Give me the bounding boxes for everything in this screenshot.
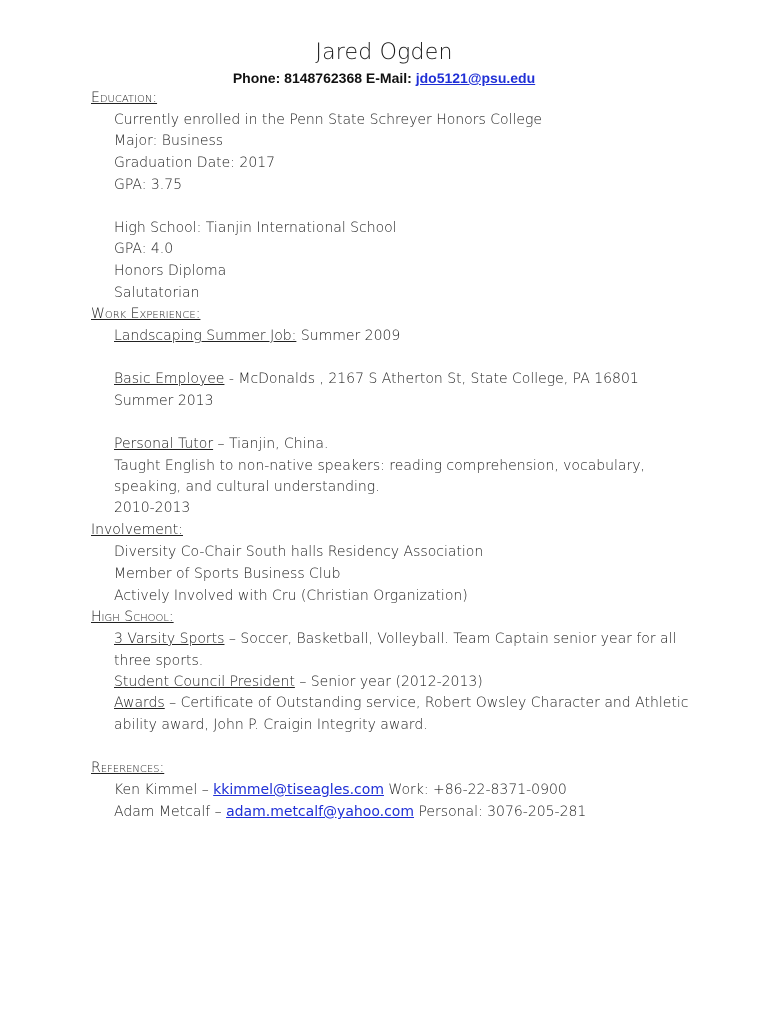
involvement-heading: Involvement:: [91, 522, 183, 538]
hs-detail: – Senior year (2012-2013): [294, 674, 483, 690]
reference-name: Adam Metcalf –: [114, 804, 227, 820]
education-line: GPA: 4.0: [114, 241, 174, 257]
reference-name: Ken Kimmel –: [114, 782, 214, 798]
reference-phone: Personal: 3076-205-281: [414, 804, 587, 820]
email-link[interactable]: jdo5121@psu.edu: [415, 70, 536, 86]
phone-label: Phone:: [232, 70, 281, 86]
resume-name: Jared Ogden: [315, 40, 453, 65]
high-school-heading: High School:: [91, 609, 174, 625]
job-description: speaking, and cultural understanding.: [114, 479, 380, 495]
hs-title: Awards: [114, 695, 165, 711]
education-line: Currently enrolled in the Penn State Schreyer Honors College: [114, 112, 542, 128]
reference-email-link[interactable]: adam.metcalf@yahoo.com: [226, 804, 415, 820]
work-entry-mcdonalds: [114, 369, 639, 389]
job-date: 2010-2013: [114, 500, 191, 516]
involvement-item: Member of Sports Business Club: [114, 566, 341, 582]
hs-detail-continued: three sports.: [114, 653, 204, 669]
hs-title: 3 Varsity Sports: [114, 631, 225, 647]
email-label: E-Mail:: [365, 70, 412, 86]
job-detail: - McDonalds , 2167 S Atherton St, State College, PA 16801: [224, 371, 639, 387]
education-line: GPA: 3.75: [114, 177, 183, 193]
education-line: High School: Tianjin International School: [114, 220, 397, 236]
education-heading: Education:: [91, 90, 158, 106]
work-entry-tutor: [114, 434, 328, 454]
job-detail: Summer 2009: [296, 328, 401, 344]
education-line: Honors Diploma: [114, 263, 227, 279]
reference-phone: Work: +86-22-8371-0900: [383, 782, 567, 798]
job-title: Personal Tutor: [114, 436, 214, 452]
education-line: Graduation Date: 2017: [114, 155, 276, 171]
references-heading: References:: [91, 760, 165, 776]
education-line: Major: Business: [114, 133, 224, 149]
hs-entry-sports: [114, 629, 676, 649]
job-title: Basic Employee: [114, 371, 225, 387]
job-description: Taught English to non-native speakers: reading comprehension, vocabulary,: [114, 458, 645, 474]
work-entry-landscaping: [114, 326, 400, 346]
reference-email-link[interactable]: kkimmel@tiseagles.com: [213, 782, 384, 798]
hs-entry-council: [114, 672, 483, 692]
contact-line: [0, 70, 768, 86]
involvement-item: Diversity Co-Chair South halls Residency Association: [114, 544, 484, 560]
job-date: Summer 2013: [114, 393, 214, 409]
job-title: Landscaping Summer Job:: [114, 328, 297, 344]
involvement-item: Actively Involved with Cru (Christian Organization): [114, 588, 468, 604]
job-detail: – Tianjin, China.: [213, 436, 329, 452]
reference-entry: [114, 802, 586, 822]
hs-detail: – Soccer, Basketball, Volleyball. Team Captain senior year for all: [224, 631, 677, 647]
education-line: Salutatorian: [114, 285, 200, 301]
hs-detail-continued: ability award, John P. Craigin Integrity award.: [114, 717, 428, 733]
hs-entry-awards: [114, 693, 688, 713]
hs-detail: – Certificate of Outstanding service, Robert Owsley Character and Athletic: [164, 695, 689, 711]
reference-entry: [114, 780, 567, 800]
phone-number: 8148762368: [284, 70, 363, 86]
hs-title: Student Council President: [114, 674, 295, 690]
work-heading: Work Experience:: [91, 306, 201, 322]
